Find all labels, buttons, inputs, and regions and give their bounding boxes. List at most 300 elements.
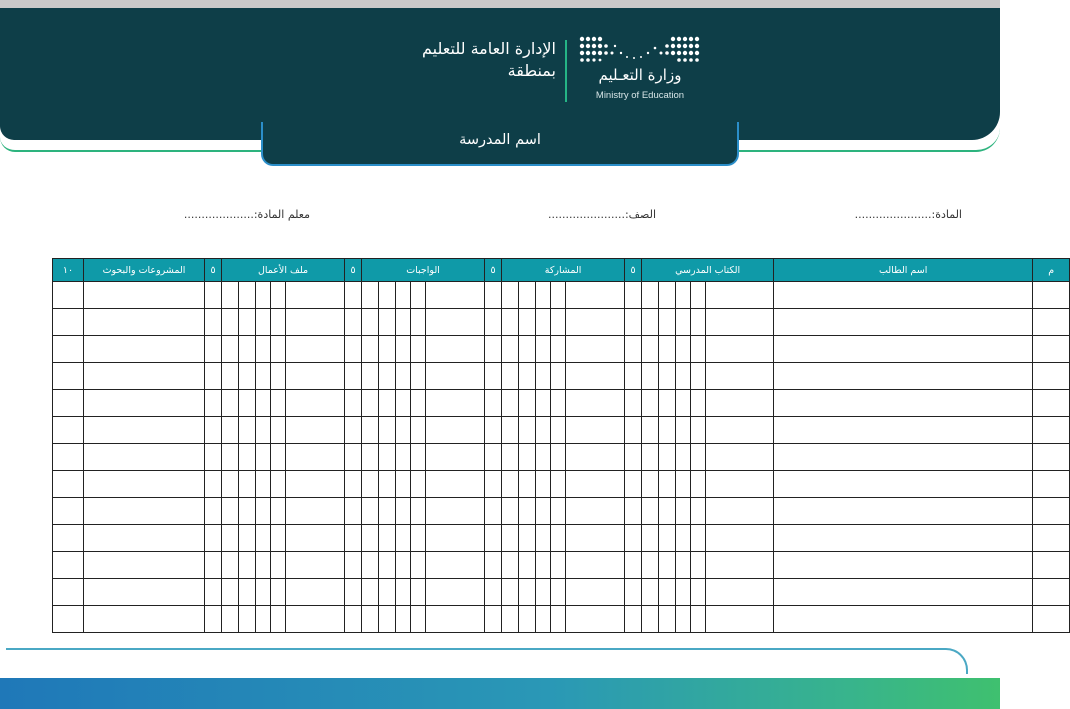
grade-cell[interactable] bbox=[625, 579, 642, 606]
grade-cell[interactable] bbox=[519, 525, 536, 552]
grade-cell[interactable] bbox=[239, 525, 256, 552]
grade-cell[interactable] bbox=[566, 444, 625, 471]
grade-cell[interactable] bbox=[84, 417, 205, 444]
grade-cell[interactable] bbox=[625, 552, 642, 579]
grade-cell[interactable] bbox=[256, 336, 271, 363]
grade-cell[interactable] bbox=[426, 525, 485, 552]
grade-cell[interactable] bbox=[222, 309, 239, 336]
grade-cell[interactable] bbox=[53, 363, 84, 390]
grade-cell[interactable] bbox=[676, 390, 691, 417]
grade-cell[interactable] bbox=[566, 390, 625, 417]
grade-cell[interactable] bbox=[625, 336, 642, 363]
grade-cell[interactable] bbox=[519, 336, 536, 363]
grade-cell[interactable] bbox=[536, 363, 551, 390]
grade-cell[interactable] bbox=[485, 525, 502, 552]
grade-cell[interactable] bbox=[774, 552, 1033, 579]
grade-cell[interactable] bbox=[271, 363, 286, 390]
grade-cell[interactable] bbox=[659, 282, 676, 309]
grade-cell[interactable] bbox=[396, 606, 411, 633]
grade-cell[interactable] bbox=[551, 363, 566, 390]
grade-cell[interactable] bbox=[396, 552, 411, 579]
grade-cell[interactable] bbox=[84, 390, 205, 417]
grade-cell[interactable] bbox=[205, 444, 222, 471]
grade-cell[interactable] bbox=[239, 579, 256, 606]
grade-cell[interactable] bbox=[239, 498, 256, 525]
grade-cell[interactable] bbox=[426, 336, 485, 363]
grade-cell[interactable] bbox=[256, 579, 271, 606]
grade-cell[interactable] bbox=[84, 309, 205, 336]
grade-cell[interactable] bbox=[222, 444, 239, 471]
grade-cell[interactable] bbox=[642, 606, 659, 633]
grade-cell[interactable] bbox=[271, 579, 286, 606]
grade-cell[interactable] bbox=[774, 498, 1033, 525]
grade-cell[interactable] bbox=[659, 579, 676, 606]
grade-cell[interactable] bbox=[485, 417, 502, 444]
grade-cell[interactable] bbox=[379, 579, 396, 606]
grade-cell[interactable] bbox=[642, 471, 659, 498]
grade-cell[interactable] bbox=[239, 363, 256, 390]
grade-cell[interactable] bbox=[566, 552, 625, 579]
grade-cell[interactable] bbox=[256, 552, 271, 579]
grade-cell[interactable] bbox=[84, 525, 205, 552]
grade-cell[interactable] bbox=[53, 444, 84, 471]
grade-cell[interactable] bbox=[84, 363, 205, 390]
grade-cell[interactable] bbox=[426, 363, 485, 390]
grade-cell[interactable] bbox=[1033, 525, 1070, 552]
grade-cell[interactable] bbox=[239, 309, 256, 336]
grade-cell[interactable] bbox=[362, 309, 379, 336]
grade-cell[interactable] bbox=[551, 525, 566, 552]
grade-cell[interactable] bbox=[222, 498, 239, 525]
grade-cell[interactable] bbox=[551, 552, 566, 579]
grade-cell[interactable] bbox=[551, 498, 566, 525]
grade-cell[interactable] bbox=[379, 282, 396, 309]
grade-cell[interactable] bbox=[536, 390, 551, 417]
grade-cell[interactable] bbox=[256, 309, 271, 336]
grade-cell[interactable] bbox=[519, 363, 536, 390]
grade-cell[interactable] bbox=[239, 471, 256, 498]
grade-cell[interactable] bbox=[659, 336, 676, 363]
grade-cell[interactable] bbox=[676, 336, 691, 363]
grade-cell[interactable] bbox=[84, 336, 205, 363]
grade-cell[interactable] bbox=[659, 363, 676, 390]
grade-cell[interactable] bbox=[519, 282, 536, 309]
grade-cell[interactable] bbox=[396, 579, 411, 606]
grade-cell[interactable] bbox=[396, 417, 411, 444]
grade-cell[interactable] bbox=[271, 417, 286, 444]
grade-cell[interactable] bbox=[625, 444, 642, 471]
grade-cell[interactable] bbox=[642, 498, 659, 525]
grade-cell[interactable] bbox=[286, 282, 345, 309]
grade-cell[interactable] bbox=[566, 282, 625, 309]
grade-cell[interactable] bbox=[691, 498, 706, 525]
grade-cell[interactable] bbox=[774, 390, 1033, 417]
grade-cell[interactable] bbox=[379, 309, 396, 336]
grade-cell[interactable] bbox=[625, 471, 642, 498]
grade-cell[interactable] bbox=[411, 552, 426, 579]
grade-cell[interactable] bbox=[411, 336, 426, 363]
grade-cell[interactable] bbox=[502, 498, 519, 525]
grade-cell[interactable] bbox=[256, 525, 271, 552]
grade-cell[interactable] bbox=[256, 282, 271, 309]
grade-cell[interactable] bbox=[396, 282, 411, 309]
grade-cell[interactable] bbox=[551, 471, 566, 498]
grade-cell[interactable] bbox=[345, 552, 362, 579]
grade-cell[interactable] bbox=[84, 444, 205, 471]
grade-cell[interactable] bbox=[774, 444, 1033, 471]
grade-cell[interactable] bbox=[205, 525, 222, 552]
grade-cell[interactable] bbox=[411, 606, 426, 633]
grade-cell[interactable] bbox=[345, 336, 362, 363]
grade-cell[interactable] bbox=[362, 282, 379, 309]
grade-cell[interactable] bbox=[536, 444, 551, 471]
grade-cell[interactable] bbox=[239, 390, 256, 417]
grade-cell[interactable] bbox=[205, 309, 222, 336]
grade-cell[interactable] bbox=[774, 471, 1033, 498]
grade-cell[interactable] bbox=[426, 606, 485, 633]
grade-cell[interactable] bbox=[379, 336, 396, 363]
grade-cell[interactable] bbox=[691, 417, 706, 444]
grade-cell[interactable] bbox=[485, 444, 502, 471]
grade-cell[interactable] bbox=[256, 606, 271, 633]
grade-cell[interactable] bbox=[379, 471, 396, 498]
grade-cell[interactable] bbox=[485, 606, 502, 633]
grade-cell[interactable] bbox=[642, 525, 659, 552]
grade-cell[interactable] bbox=[691, 336, 706, 363]
grade-cell[interactable] bbox=[642, 444, 659, 471]
grade-cell[interactable] bbox=[774, 363, 1033, 390]
grade-cell[interactable] bbox=[84, 498, 205, 525]
grade-cell[interactable] bbox=[205, 282, 222, 309]
grade-cell[interactable] bbox=[426, 579, 485, 606]
grade-cell[interactable] bbox=[222, 471, 239, 498]
grade-cell[interactable] bbox=[53, 282, 84, 309]
grade-cell[interactable] bbox=[286, 336, 345, 363]
grade-cell[interactable] bbox=[271, 525, 286, 552]
grade-cell[interactable] bbox=[774, 309, 1033, 336]
grade-cell[interactable] bbox=[676, 363, 691, 390]
grade-cell[interactable] bbox=[286, 579, 345, 606]
grade-cell[interactable] bbox=[642, 309, 659, 336]
grade-cell[interactable] bbox=[53, 471, 84, 498]
grade-cell[interactable] bbox=[1033, 471, 1070, 498]
grade-cell[interactable] bbox=[485, 579, 502, 606]
grade-cell[interactable] bbox=[519, 498, 536, 525]
grade-cell[interactable] bbox=[691, 363, 706, 390]
grade-cell[interactable] bbox=[345, 417, 362, 444]
grade-cell[interactable] bbox=[485, 498, 502, 525]
grade-cell[interactable] bbox=[502, 444, 519, 471]
grade-cell[interactable] bbox=[551, 606, 566, 633]
grade-cell[interactable] bbox=[222, 390, 239, 417]
grade-cell[interactable] bbox=[239, 444, 256, 471]
grade-cell[interactable] bbox=[271, 282, 286, 309]
grade-cell[interactable] bbox=[519, 417, 536, 444]
grade-cell[interactable] bbox=[485, 552, 502, 579]
grade-cell[interactable] bbox=[271, 309, 286, 336]
grade-cell[interactable] bbox=[519, 309, 536, 336]
grade-cell[interactable] bbox=[774, 282, 1033, 309]
grade-cell[interactable] bbox=[379, 417, 396, 444]
grade-cell[interactable] bbox=[379, 606, 396, 633]
grade-cell[interactable] bbox=[642, 336, 659, 363]
grade-cell[interactable] bbox=[691, 309, 706, 336]
grade-cell[interactable] bbox=[536, 579, 551, 606]
grade-cell[interactable] bbox=[362, 552, 379, 579]
grade-cell[interactable] bbox=[286, 525, 345, 552]
grade-cell[interactable] bbox=[676, 498, 691, 525]
grade-cell[interactable] bbox=[551, 309, 566, 336]
grade-cell[interactable] bbox=[362, 525, 379, 552]
grade-cell[interactable] bbox=[222, 336, 239, 363]
grade-cell[interactable] bbox=[411, 282, 426, 309]
grade-cell[interactable] bbox=[379, 363, 396, 390]
grade-cell[interactable] bbox=[379, 498, 396, 525]
grade-cell[interactable] bbox=[345, 444, 362, 471]
grade-cell[interactable] bbox=[1033, 552, 1070, 579]
grade-cell[interactable] bbox=[625, 417, 642, 444]
grade-cell[interactable] bbox=[345, 363, 362, 390]
grade-cell[interactable] bbox=[53, 579, 84, 606]
grade-cell[interactable] bbox=[642, 390, 659, 417]
grade-cell[interactable] bbox=[774, 579, 1033, 606]
grade-cell[interactable] bbox=[205, 363, 222, 390]
grade-cell[interactable] bbox=[345, 579, 362, 606]
grade-cell[interactable] bbox=[566, 579, 625, 606]
grade-cell[interactable] bbox=[84, 579, 205, 606]
grade-cell[interactable] bbox=[396, 390, 411, 417]
grade-cell[interactable] bbox=[286, 471, 345, 498]
grade-cell[interactable] bbox=[706, 498, 774, 525]
grade-cell[interactable] bbox=[536, 606, 551, 633]
grade-cell[interactable] bbox=[519, 390, 536, 417]
grade-cell[interactable] bbox=[205, 417, 222, 444]
grade-cell[interactable] bbox=[53, 417, 84, 444]
grade-cell[interactable] bbox=[205, 498, 222, 525]
grade-cell[interactable] bbox=[676, 525, 691, 552]
grade-cell[interactable] bbox=[362, 606, 379, 633]
grade-cell[interactable] bbox=[691, 390, 706, 417]
grade-cell[interactable] bbox=[691, 444, 706, 471]
grade-cell[interactable] bbox=[625, 363, 642, 390]
grade-cell[interactable] bbox=[676, 282, 691, 309]
grade-cell[interactable] bbox=[536, 336, 551, 363]
grade-cell[interactable] bbox=[345, 282, 362, 309]
grade-cell[interactable] bbox=[362, 417, 379, 444]
grade-cell[interactable] bbox=[551, 417, 566, 444]
grade-cell[interactable] bbox=[411, 390, 426, 417]
grade-cell[interactable] bbox=[345, 390, 362, 417]
grade-cell[interactable] bbox=[286, 498, 345, 525]
grade-cell[interactable] bbox=[519, 579, 536, 606]
grade-cell[interactable] bbox=[625, 606, 642, 633]
grade-cell[interactable] bbox=[625, 498, 642, 525]
grade-cell[interactable] bbox=[676, 606, 691, 633]
grade-cell[interactable] bbox=[706, 336, 774, 363]
grade-cell[interactable] bbox=[222, 282, 239, 309]
grade-cell[interactable] bbox=[659, 444, 676, 471]
grade-cell[interactable] bbox=[222, 525, 239, 552]
grade-cell[interactable] bbox=[502, 417, 519, 444]
grade-cell[interactable] bbox=[396, 309, 411, 336]
grade-cell[interactable] bbox=[502, 606, 519, 633]
grade-cell[interactable] bbox=[271, 552, 286, 579]
grade-cell[interactable] bbox=[411, 525, 426, 552]
grade-cell[interactable] bbox=[286, 606, 345, 633]
grade-cell[interactable] bbox=[706, 390, 774, 417]
grade-cell[interactable] bbox=[625, 282, 642, 309]
grade-cell[interactable] bbox=[774, 606, 1033, 633]
grade-cell[interactable] bbox=[271, 336, 286, 363]
grade-cell[interactable] bbox=[566, 498, 625, 525]
grade-cell[interactable] bbox=[774, 525, 1033, 552]
grade-cell[interactable] bbox=[706, 471, 774, 498]
grade-cell[interactable] bbox=[659, 417, 676, 444]
grade-cell[interactable] bbox=[691, 552, 706, 579]
grade-cell[interactable] bbox=[691, 282, 706, 309]
grade-cell[interactable] bbox=[774, 417, 1033, 444]
grade-cell[interactable] bbox=[271, 606, 286, 633]
grade-cell[interactable] bbox=[53, 390, 84, 417]
grade-cell[interactable] bbox=[551, 579, 566, 606]
grade-cell[interactable] bbox=[239, 336, 256, 363]
grade-cell[interactable] bbox=[566, 606, 625, 633]
grade-cell[interactable] bbox=[53, 309, 84, 336]
grade-cell[interactable] bbox=[536, 282, 551, 309]
grade-cell[interactable] bbox=[676, 471, 691, 498]
grade-cell[interactable] bbox=[642, 552, 659, 579]
grade-cell[interactable] bbox=[659, 525, 676, 552]
grade-cell[interactable] bbox=[362, 444, 379, 471]
grade-cell[interactable] bbox=[205, 579, 222, 606]
grade-cell[interactable] bbox=[286, 390, 345, 417]
grade-cell[interactable] bbox=[659, 471, 676, 498]
grade-cell[interactable] bbox=[362, 363, 379, 390]
grade-cell[interactable] bbox=[345, 471, 362, 498]
grade-cell[interactable] bbox=[222, 579, 239, 606]
grade-cell[interactable] bbox=[774, 336, 1033, 363]
grade-cell[interactable] bbox=[551, 282, 566, 309]
grade-cell[interactable] bbox=[205, 390, 222, 417]
grade-cell[interactable] bbox=[536, 525, 551, 552]
grade-cell[interactable] bbox=[625, 390, 642, 417]
grade-cell[interactable] bbox=[53, 552, 84, 579]
grade-cell[interactable] bbox=[379, 390, 396, 417]
grade-cell[interactable] bbox=[536, 498, 551, 525]
grade-cell[interactable] bbox=[566, 525, 625, 552]
grade-cell[interactable] bbox=[411, 471, 426, 498]
grade-cell[interactable] bbox=[691, 525, 706, 552]
grade-cell[interactable] bbox=[271, 390, 286, 417]
grade-cell[interactable] bbox=[426, 390, 485, 417]
grade-cell[interactable] bbox=[691, 579, 706, 606]
grade-cell[interactable] bbox=[256, 471, 271, 498]
grade-cell[interactable] bbox=[485, 336, 502, 363]
grade-cell[interactable] bbox=[411, 444, 426, 471]
grade-cell[interactable] bbox=[659, 309, 676, 336]
grade-cell[interactable] bbox=[1033, 336, 1070, 363]
grade-cell[interactable] bbox=[426, 282, 485, 309]
grade-cell[interactable] bbox=[502, 390, 519, 417]
grade-cell[interactable] bbox=[396, 444, 411, 471]
grade-cell[interactable] bbox=[1033, 498, 1070, 525]
grade-cell[interactable] bbox=[502, 309, 519, 336]
grade-cell[interactable] bbox=[502, 363, 519, 390]
grade-cell[interactable] bbox=[256, 417, 271, 444]
grade-cell[interactable] bbox=[84, 282, 205, 309]
grade-cell[interactable] bbox=[625, 525, 642, 552]
grade-cell[interactable] bbox=[659, 606, 676, 633]
grade-cell[interactable] bbox=[286, 444, 345, 471]
grade-cell[interactable] bbox=[379, 552, 396, 579]
grade-cell[interactable] bbox=[642, 282, 659, 309]
grade-cell[interactable] bbox=[691, 471, 706, 498]
grade-cell[interactable] bbox=[239, 552, 256, 579]
grade-cell[interactable] bbox=[53, 606, 84, 633]
grade-cell[interactable] bbox=[239, 417, 256, 444]
grade-cell[interactable] bbox=[256, 363, 271, 390]
grade-cell[interactable] bbox=[485, 363, 502, 390]
grade-cell[interactable] bbox=[1033, 309, 1070, 336]
grade-cell[interactable] bbox=[345, 525, 362, 552]
grade-cell[interactable] bbox=[411, 579, 426, 606]
grade-cell[interactable] bbox=[222, 552, 239, 579]
grade-cell[interactable] bbox=[362, 390, 379, 417]
grade-cell[interactable] bbox=[566, 363, 625, 390]
grade-cell[interactable] bbox=[706, 444, 774, 471]
grade-cell[interactable] bbox=[426, 309, 485, 336]
grade-cell[interactable] bbox=[706, 525, 774, 552]
grade-cell[interactable] bbox=[426, 444, 485, 471]
grade-cell[interactable] bbox=[519, 606, 536, 633]
grade-cell[interactable] bbox=[286, 363, 345, 390]
grade-cell[interactable] bbox=[205, 336, 222, 363]
grade-cell[interactable] bbox=[411, 498, 426, 525]
grade-cell[interactable] bbox=[676, 579, 691, 606]
grade-cell[interactable] bbox=[706, 552, 774, 579]
grade-cell[interactable] bbox=[286, 309, 345, 336]
grade-cell[interactable] bbox=[551, 336, 566, 363]
grade-cell[interactable] bbox=[1033, 417, 1070, 444]
grade-cell[interactable] bbox=[536, 417, 551, 444]
grade-cell[interactable] bbox=[345, 498, 362, 525]
grade-cell[interactable] bbox=[566, 471, 625, 498]
grade-cell[interactable] bbox=[706, 309, 774, 336]
grade-cell[interactable] bbox=[502, 525, 519, 552]
grade-cell[interactable] bbox=[379, 525, 396, 552]
grade-cell[interactable] bbox=[256, 498, 271, 525]
grade-cell[interactable] bbox=[691, 606, 706, 633]
grade-cell[interactable] bbox=[566, 336, 625, 363]
grade-cell[interactable] bbox=[362, 498, 379, 525]
grade-cell[interactable] bbox=[205, 552, 222, 579]
grade-cell[interactable] bbox=[502, 336, 519, 363]
grade-cell[interactable] bbox=[502, 579, 519, 606]
grade-cell[interactable] bbox=[502, 552, 519, 579]
grade-cell[interactable] bbox=[676, 309, 691, 336]
grade-cell[interactable] bbox=[676, 417, 691, 444]
grade-cell[interactable] bbox=[286, 552, 345, 579]
grade-cell[interactable] bbox=[551, 390, 566, 417]
grade-cell[interactable] bbox=[426, 498, 485, 525]
grade-cell[interactable] bbox=[205, 606, 222, 633]
grade-cell[interactable] bbox=[239, 606, 256, 633]
grade-cell[interactable] bbox=[1033, 363, 1070, 390]
grade-cell[interactable] bbox=[536, 552, 551, 579]
grade-cell[interactable] bbox=[485, 309, 502, 336]
grade-cell[interactable] bbox=[659, 552, 676, 579]
grade-cell[interactable] bbox=[84, 471, 205, 498]
